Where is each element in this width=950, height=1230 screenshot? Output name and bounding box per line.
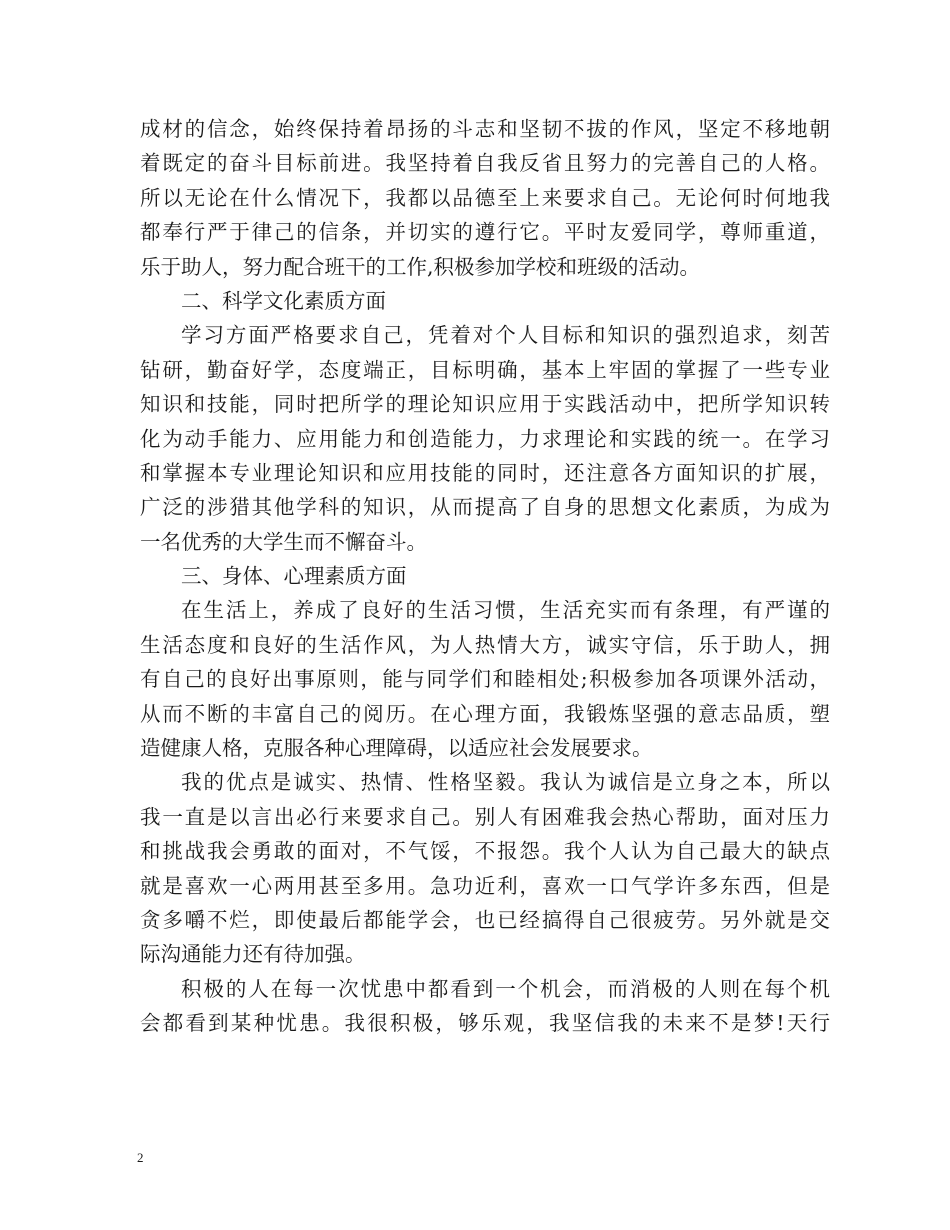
text-line: 就是喜欢一心两用甚至多用。急功近利，喜欢一口气学许多东西，但是	[140, 873, 830, 898]
section-heading: 二、科学文化素质方面	[181, 288, 386, 313]
text-line: 生活态度和良好的生活作风，为人热情大方，诚实守信，乐于助人，拥	[140, 632, 830, 657]
text-line: 在生活上，养成了良好的生活习惯，生活充实而有条理，有严谨的	[181, 598, 830, 623]
text-line: 会都看到某种忧患。我很积极，够乐观，我坚信我的未来不是梦!天行	[140, 1011, 830, 1036]
page-number: 2	[137, 1150, 144, 1165]
text-line: 从而不断的丰富自己的阅历。在心理方面，我锻炼坚强的意志品质，塑	[140, 701, 830, 726]
text-line: 贪多嚼不烂，即使最后都能学会，也已经搞得自己很疲劳。另外就是交	[140, 907, 830, 932]
text-line: 着既定的奋斗目标前进。我坚持着自我反省且努力的完善自己的人格。	[140, 151, 830, 176]
text-line: 造健康人格，克服各种心理障碍，以适应社会发展要求。	[140, 736, 653, 761]
text-line: 我的优点是诚实、热情、性格坚毅。我认为诚信是立身之本，所以	[181, 770, 830, 795]
text-line: 广泛的涉猎其他学科的知识，从而提高了自身的思想文化素质，为成为	[140, 495, 830, 520]
section-heading: 三、身体、心理素质方面	[181, 564, 407, 589]
text-line: 和挑战我会勇敢的面对，不气馁，不报怨。我个人认为自己最大的缺点	[140, 839, 830, 864]
text-line: 钻研，勤奋好学，态度端正，目标明确，基本上牢固的掌握了一些专业	[140, 357, 830, 382]
text-line: 知识和技能，同时把所学的理论知识应用于实践活动中，把所学知识转	[140, 392, 830, 417]
text-line: 和掌握本专业理论知识和应用技能的同时，还注意各方面知识的扩展，	[140, 460, 830, 485]
text-line: 所以无论在什么情况下，我都以品德至上来要求自己。无论何时何地我	[140, 185, 830, 210]
text-line: 际沟通能力还有待加强。	[140, 942, 366, 967]
text-line: 我一直是以言出必行来要求自己。别人有困难我会热心帮助，面对压力	[140, 804, 830, 829]
text-line: 都奉行严于律己的信条，并切实的遵行它。平时友爱同学，尊师重道，	[140, 220, 830, 245]
text-line: 一名优秀的大学生而不懈奋斗。	[140, 529, 427, 554]
text-line: 化为动手能力、应用能力和创造能力，力求理论和实践的统一。在学习	[140, 426, 830, 451]
document-body	[140, 112, 830, 1041]
text-line: 学习方面严格要求自己，凭着对个人目标和知识的强烈追求，刻苦	[181, 323, 830, 348]
text-line: 有自己的良好出事原则，能与同学们和睦相处;积极参加各项课外活动，	[140, 667, 830, 692]
text-line: 积极的人在每一次忧患中都看到一个机会，而消极的人则在每个机	[181, 976, 830, 1001]
text-line: 乐于助人，努力配合班干的工作,积极参加学校和班级的活动。	[140, 254, 701, 279]
text-line: 成材的信念，始终保持着昂扬的斗志和坚韧不拔的作风，坚定不移地朝	[140, 117, 830, 141]
